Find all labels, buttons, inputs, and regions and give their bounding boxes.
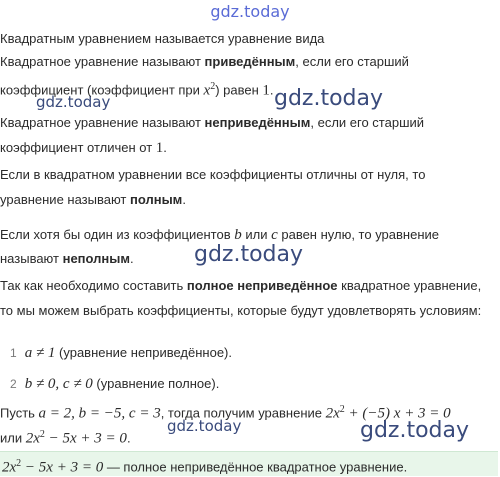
reduced-definition-line (0, 53, 409, 71)
text: , тогда получим уравнение (160, 405, 326, 421)
math-condition: b ≠ 0, c ≠ 0 (24, 376, 93, 392)
text: Квадратное уравнение называют (0, 115, 205, 130)
math-var: c (271, 227, 278, 243)
math-equation: − 5x + 3 = 0 (44, 430, 127, 447)
list-item (10, 344, 232, 362)
term-full: полным (130, 192, 183, 207)
math-condition: a ≠ 1 (24, 345, 56, 361)
watermark: gdz.today (194, 242, 304, 267)
nonreduced-line-1 (0, 114, 424, 132)
math-exp: 2 (210, 81, 216, 92)
watermark: gdz.today (167, 417, 242, 435)
text: равен нулю, то уравнение (277, 227, 440, 242)
text: Если в квадратном уравнении все коэффициенты отличны от нуля, то (0, 167, 426, 182)
incomplete-line-1 (0, 226, 439, 244)
term-incomplete: неполным (62, 251, 130, 266)
math-coefficients: a = 2, b = −5, c = 3 (38, 405, 161, 422)
term-full-nonreduced: полное неприведённое (186, 278, 338, 293)
math-exp: 2 (39, 429, 45, 440)
text: . (129, 251, 134, 266)
watermark: gdz.today (360, 418, 470, 443)
text: Так как необходимо составить (0, 278, 187, 293)
text: (уравнение полное). (92, 376, 220, 391)
watermark: gdz.today (36, 93, 111, 111)
text: . (163, 140, 167, 155)
text: . (126, 430, 131, 446)
text: ) равен (215, 82, 263, 98)
definition-text: Квадратным уравнением называется уравнение вида (0, 31, 325, 46)
list-number: 1 (10, 346, 17, 360)
text: Квадратное уравнение называют (0, 54, 205, 69)
text: называют (0, 251, 63, 266)
nonreduced-line-2 (0, 139, 167, 157)
text: , если его старший (295, 54, 409, 69)
text: квадратное уравнение, (337, 278, 482, 293)
text: . (269, 82, 274, 98)
term-nonreduced: неприведённым (204, 115, 311, 130)
math-equation: 2x (2, 459, 17, 476)
math-num: 1 (155, 140, 164, 156)
text: или (241, 227, 272, 242)
task-line-1 (0, 277, 481, 295)
incomplete-line-2 (0, 250, 134, 268)
text: или (0, 430, 26, 446)
text: уравнение называют (0, 192, 130, 207)
text: коэффициент отличен от (0, 140, 156, 155)
text: то мы можем выбрать коэффициенты, которые будут удовлетворять условиям: (0, 303, 482, 318)
text: коэффициент (коэффициент при (0, 82, 204, 98)
answer-line (2, 455, 407, 476)
text: (уравнение неприведённое). (55, 345, 232, 360)
math-equation: 2x (25, 430, 40, 447)
solution-line-2 (0, 426, 131, 447)
math-equation: + (−5) x + 3 = 0 (344, 405, 451, 422)
solution-line-1 (0, 401, 451, 422)
answer-highlight (0, 451, 498, 476)
list-item (10, 375, 219, 393)
watermark: gdz.today (274, 86, 384, 111)
text: Пусть (0, 405, 39, 421)
math-exp: 2 (339, 404, 345, 415)
answer-text: — полное неприведённое квадратное уравнение. (103, 459, 408, 475)
math-equation: 2x (325, 405, 340, 422)
math-var: x (203, 82, 211, 99)
text: , если его старший (310, 115, 425, 130)
text: . (182, 192, 186, 207)
math-equation: − 5x + 3 = 0 (21, 459, 104, 476)
math-exp: 2 (16, 458, 22, 469)
term-reduced: приведённым (204, 54, 296, 69)
full-line-1 (0, 166, 425, 184)
math-num: 1 (262, 82, 270, 99)
reduced-definition-line-2 (0, 78, 274, 99)
math-var: b (234, 227, 242, 243)
text: Если хотя бы один из коэффициентов (0, 227, 235, 242)
list-number: 2 (10, 377, 17, 391)
task-line-2 (0, 302, 481, 320)
watermark-top: gdz.today (210, 2, 290, 21)
full-line-2 (0, 191, 186, 209)
definition-line (0, 30, 324, 48)
